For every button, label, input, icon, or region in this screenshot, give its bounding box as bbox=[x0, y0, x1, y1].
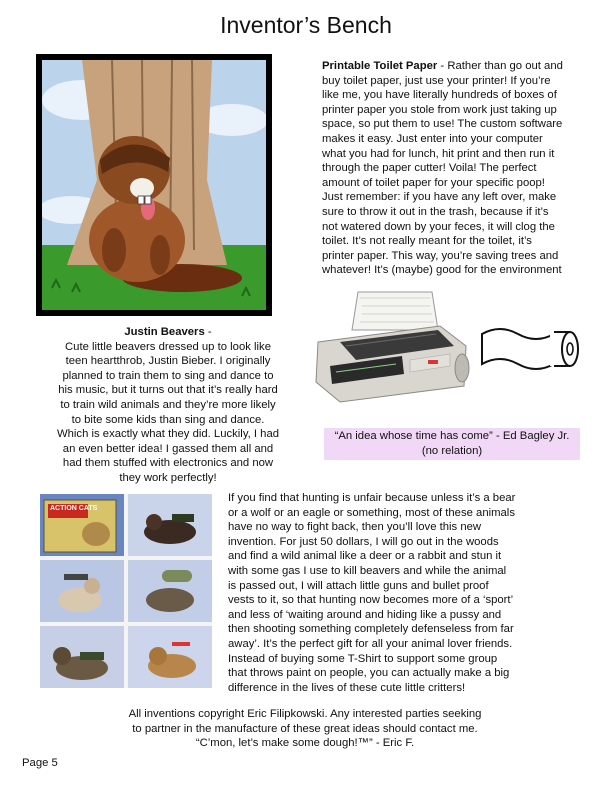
text-line: what you had for lunch, hit print and then run it bbox=[322, 147, 555, 160]
toilet-paper-heading: Printable Toilet Paper bbox=[322, 60, 438, 72]
quote-line: “An idea whose time has come” - Ed Bagley Jr. bbox=[334, 430, 570, 442]
armed-cat-photo bbox=[128, 626, 212, 688]
text-line: like me, you have literally hundreds of boxes of bbox=[322, 89, 557, 102]
text-line: had them stuffed with electronics and now bbox=[62, 457, 274, 470]
text-line: have no way to fight back, then you’ll love this new bbox=[228, 521, 482, 534]
footer-line: All inventions copyright Eric Filipkowski. Any interested parties seeking bbox=[128, 708, 482, 720]
heading-suffix: - bbox=[204, 326, 212, 338]
text-line: If you find that hunting is unfair because unless it’s a bear bbox=[228, 492, 516, 504]
printer-illustration bbox=[310, 290, 472, 410]
text-line: not watered down by your feces, it will clog the bbox=[322, 220, 555, 233]
page-title: Inventor’s Bench bbox=[220, 12, 392, 38]
action-cats-collage bbox=[40, 494, 212, 688]
text-line: Which is exactly what they did. Luckily, I had bbox=[56, 428, 280, 441]
beaver-cartoon-image bbox=[36, 54, 272, 316]
text-line: they work perfectly! bbox=[119, 471, 217, 484]
text-line: space, so put them to use! The custom software bbox=[322, 118, 563, 131]
action-cats-box-image bbox=[40, 494, 124, 556]
text-line: printer paper. This way, you’re saving trees and bbox=[322, 249, 559, 262]
text-line: away’. It’s the perfect gift for all your animal lover friends. bbox=[228, 637, 513, 650]
text-line: vests to it, so that hunting now becomes more of a ‘sport’ bbox=[228, 594, 514, 607]
text-line: to train wild animals and they’re more likely bbox=[60, 398, 276, 411]
text-line: Instead of buying some T-Shirt to support some group bbox=[228, 652, 498, 665]
text-line: his music, but it turns out that it’s really hard bbox=[58, 384, 278, 397]
armed-cat-photo bbox=[40, 626, 124, 688]
armed-cat-photo bbox=[128, 494, 212, 556]
text-line: to bite some kids than sing and dance. bbox=[71, 413, 265, 426]
text-line: difference in the lives of these cute little critters! bbox=[228, 681, 466, 694]
text-line: sure to throw it out in the trash, because if it’s bbox=[322, 205, 549, 218]
text-line: makes it easy. Just enter into your computer bbox=[322, 132, 543, 145]
text-line: that throws paint on people, you can actually make a big bbox=[228, 667, 510, 680]
hunting-paragraph bbox=[228, 491, 588, 695]
toilet-paper-paragraph bbox=[322, 59, 592, 278]
text-line: Just remember: if you have any left over, make bbox=[322, 191, 557, 204]
text-line: and find a wild animal like a deer or a rabbit and stun it bbox=[228, 550, 502, 563]
justin-beavers-paragraph bbox=[30, 325, 306, 486]
page-number: Page 5 bbox=[22, 757, 58, 769]
text-line: - Rather than go out and bbox=[437, 60, 563, 72]
printer-image bbox=[310, 290, 472, 410]
text-line: an even better idea! I gassed them all and bbox=[62, 442, 274, 455]
text-line: invention. For just 50 dollars, I will go out in the woods bbox=[228, 535, 499, 548]
footer-line: to partner in the manufacture of these great ideas should contact me. bbox=[132, 722, 478, 735]
text-line: then shooting something completely defenseless from far bbox=[228, 623, 514, 636]
quote-box bbox=[324, 428, 580, 460]
beaver-illustration bbox=[42, 60, 266, 310]
copyright-footer bbox=[60, 707, 550, 751]
text-line: and less of ‘waiting around and hiding like a pussy and bbox=[228, 608, 502, 621]
text-line: with some gas I use to kill beavers and while the animal bbox=[228, 564, 507, 577]
text-line: or a wolf or an eagle or something, most of these animals bbox=[228, 506, 515, 519]
text-line: through the paper cutter! Voila! The perfect bbox=[322, 162, 537, 175]
text-line: amount of toilet paper for your specific poop! bbox=[322, 176, 545, 189]
text-line: toilet. It’s not really meant for the toilet, it’s bbox=[322, 235, 532, 248]
footer-line: “C’mon, let’s make some dough!™” - Eric F. bbox=[195, 737, 415, 750]
text-line: whatever! It’s (maybe) good for the environment bbox=[322, 264, 562, 277]
armed-cat-photo bbox=[128, 560, 212, 622]
armed-cat-photo bbox=[40, 560, 124, 622]
box-label: ACTION CATS bbox=[50, 505, 98, 512]
text-line: buy toilet paper, just use your printer! If you’re bbox=[322, 74, 551, 87]
quote-attribution-note: (no relation) bbox=[421, 445, 483, 457]
text-line: is passed out, I will attach little guns and bullet proof bbox=[228, 579, 489, 592]
text-line: printer paper you stole from work just taking up bbox=[322, 103, 557, 116]
text-line: planned to train them to sing and dance to bbox=[62, 369, 274, 382]
justin-beavers-heading: Justin Beavers bbox=[124, 326, 205, 338]
toilet-paper-roll-icon bbox=[476, 320, 582, 376]
text-line: Cute little beavers dressed up to look like bbox=[65, 340, 271, 353]
text-line: teen heartthrob, Justin Bieber. I originally bbox=[65, 355, 271, 368]
